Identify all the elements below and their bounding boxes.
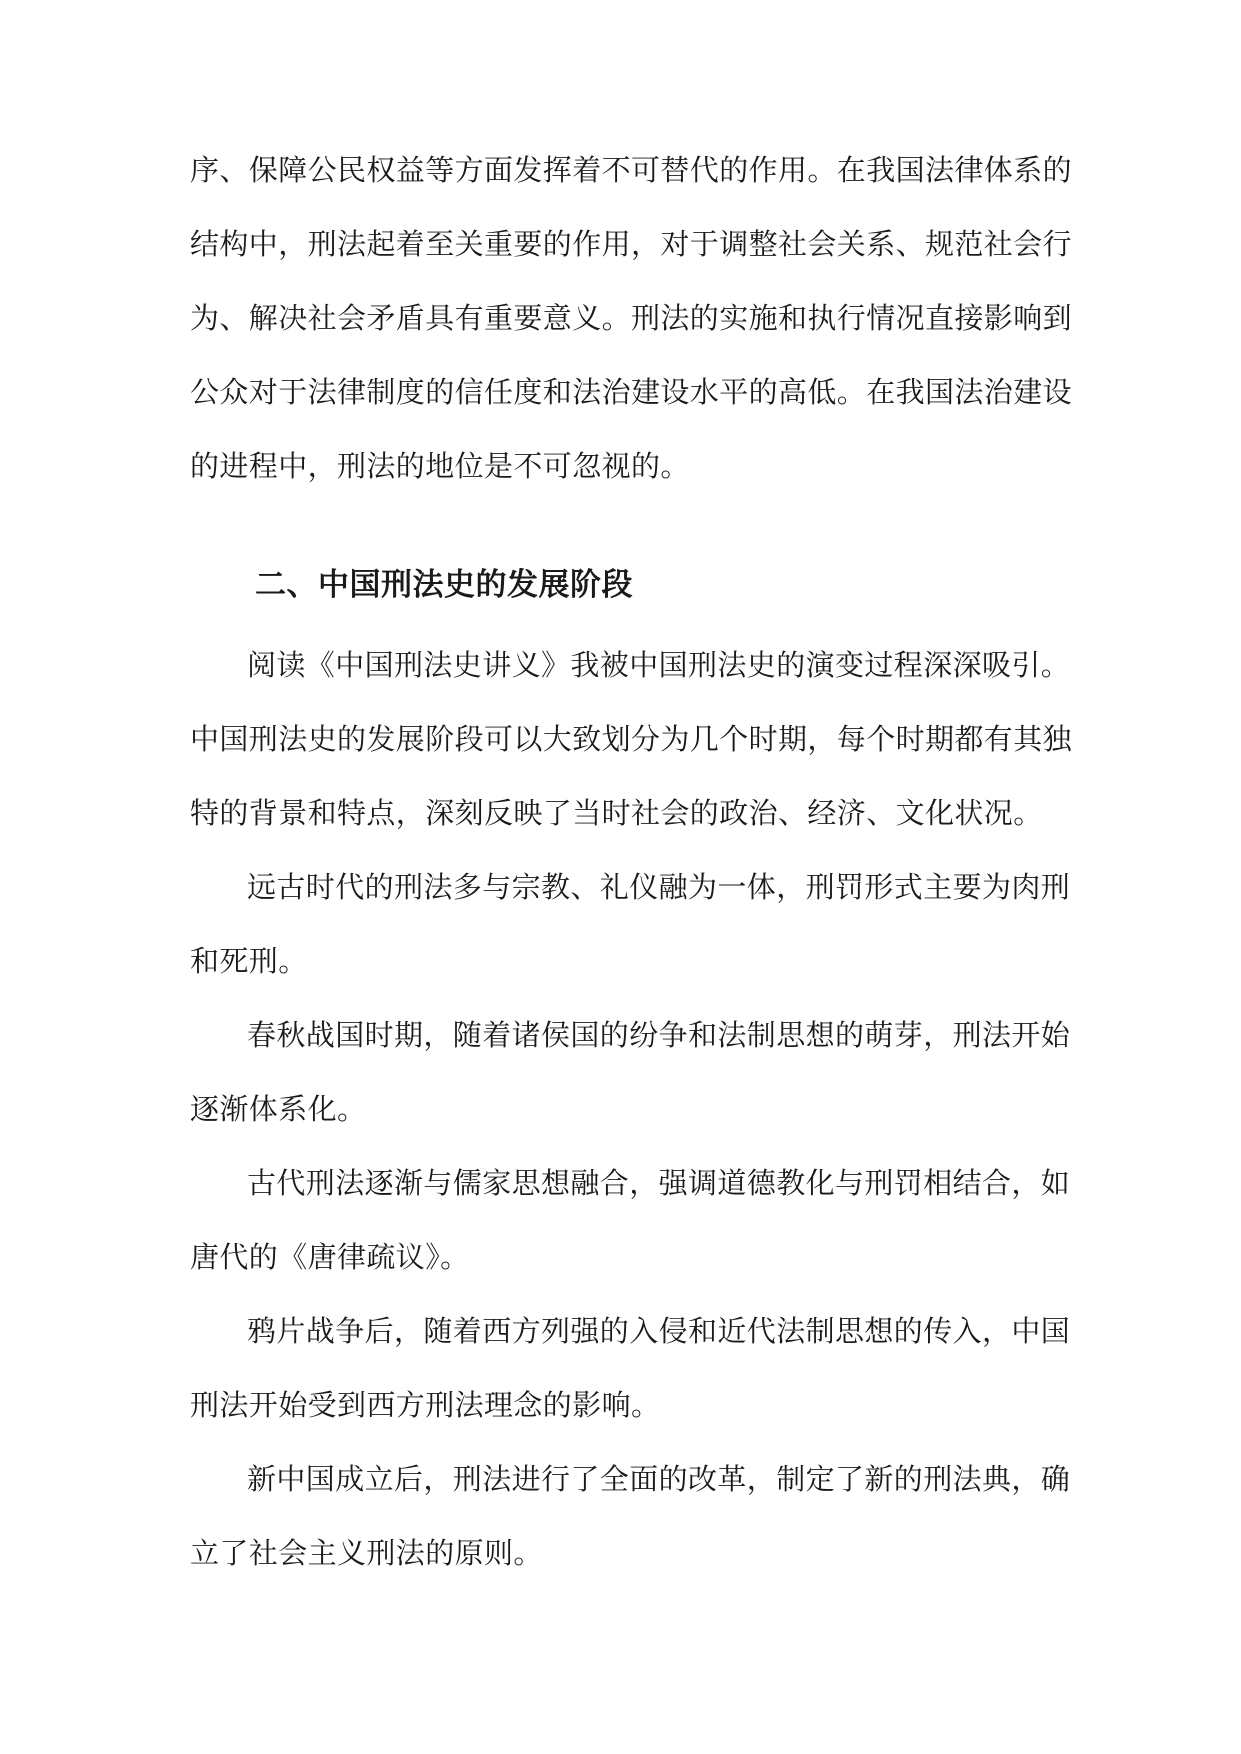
- body-text-line: 春秋战国时期，随着诸侯国的纷争和法制思想的萌芽，刑法开始: [247, 1018, 1071, 1052]
- body-text-line: 公众对于法律制度的信任度和法治建设水平的高低。在我国法治建设: [190, 375, 1073, 409]
- body-text-line: 古代刑法逐渐与儒家思想融合，强调道德教化与刑罚相结合，如: [247, 1166, 1071, 1200]
- body-text-line: 远古时代的刑法多与宗教、礼仪融为一体，刑罚形式主要为肉刑: [247, 870, 1071, 904]
- body-text-line: 和死刑。: [190, 944, 308, 978]
- body-text-line: 的进程中，刑法的地位是不可忽视的。: [190, 449, 690, 483]
- body-text-line: 立了社会主义刑法的原则。: [190, 1536, 543, 1570]
- body-text-line: 鸦片战争后，随着西方列强的入侵和近代法制思想的传入，中国: [247, 1314, 1071, 1348]
- body-text-line: 唐代的《唐律疏议》。: [190, 1240, 470, 1274]
- body-text-line: 刑法开始受到西方刑法理念的影响。: [190, 1388, 661, 1422]
- body-text-line: 序、保障公民权益等方面发挥着不可替代的作用。在我国法律体系的: [190, 153, 1073, 187]
- body-text-line: 阅读《中国刑法史讲义》我被中国刑法史的演变过程深深吸引。: [247, 648, 1071, 682]
- body-text-line: 新中国成立后，刑法进行了全面的改革，制定了新的刑法典，确: [247, 1462, 1071, 1496]
- body-text-line: 中国刑法史的发展阶段可以大致划分为几个时期，每个时期都有其独: [190, 722, 1073, 756]
- body-text-line: 逐渐体系化。: [190, 1092, 367, 1126]
- section-heading: 二、中国刑法史的发展阶段: [255, 567, 633, 603]
- body-text-line: 结构中，刑法起着至关重要的作用，对于调整社会关系、规范社会行: [190, 227, 1073, 261]
- body-text-line: 特的背景和特点，深刻反映了当时社会的政治、经济、文化状况。: [190, 796, 1043, 830]
- body-text-line: 为、解决社会矛盾具有重要意义。刑法的实施和执行情况直接影响到: [190, 301, 1073, 335]
